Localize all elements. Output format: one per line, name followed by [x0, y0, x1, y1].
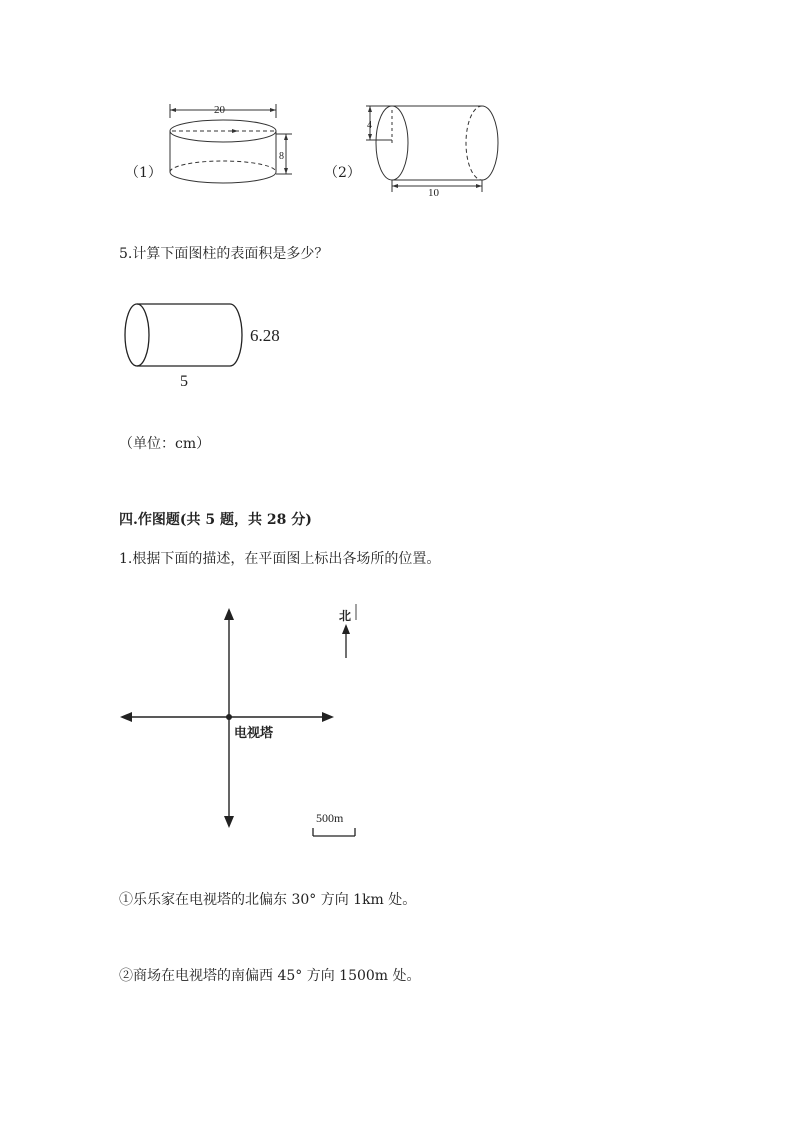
- map-item-2: ②商场在电视塔的南偏西 45° 方向 1500m 处。: [119, 968, 421, 984]
- north-arrow-icon: [342, 624, 350, 634]
- axis-arrow-right-icon: [322, 712, 334, 722]
- origin-label: 电视塔: [234, 726, 274, 741]
- fig1-height-value: 8: [279, 151, 284, 162]
- section-4-heading: 四.作图题(共 5 题，共 28 分): [119, 512, 312, 528]
- q5-side-value: 6.28: [250, 326, 280, 345]
- scale-label: 500m: [316, 811, 344, 825]
- section-4-question-1: 1.根据下面的描述，在平面图上标出各场所的位置。: [119, 551, 441, 567]
- figure-2-label: （2）: [324, 165, 361, 181]
- unit-note: （单位：cm）: [119, 436, 211, 452]
- axis-arrow-up-icon: [224, 608, 234, 620]
- fig2-diameter-value: 4: [367, 120, 372, 131]
- fig1-width-value: 20: [214, 104, 225, 116]
- origin-point: [226, 714, 232, 720]
- location-map: [110, 598, 370, 838]
- cylinder-figure-1: [160, 98, 305, 193]
- axis-arrow-down-icon: [224, 816, 234, 828]
- question-5-text: 5.计算下面图柱的表面积是多少？: [119, 246, 329, 262]
- axis-arrow-left-icon: [120, 712, 132, 722]
- q5-length-value: 5: [180, 373, 188, 390]
- north-label: 北: [339, 609, 352, 623]
- cylinder-figure-q5: [118, 296, 298, 392]
- map-item-1: ①乐乐家在电视塔的北偏东 30° 方向 1km 处。: [119, 892, 417, 908]
- figure-1-label: （1）: [125, 165, 162, 181]
- cylinder-figure-2: [362, 98, 507, 198]
- fig2-length-value: 10: [428, 187, 439, 198]
